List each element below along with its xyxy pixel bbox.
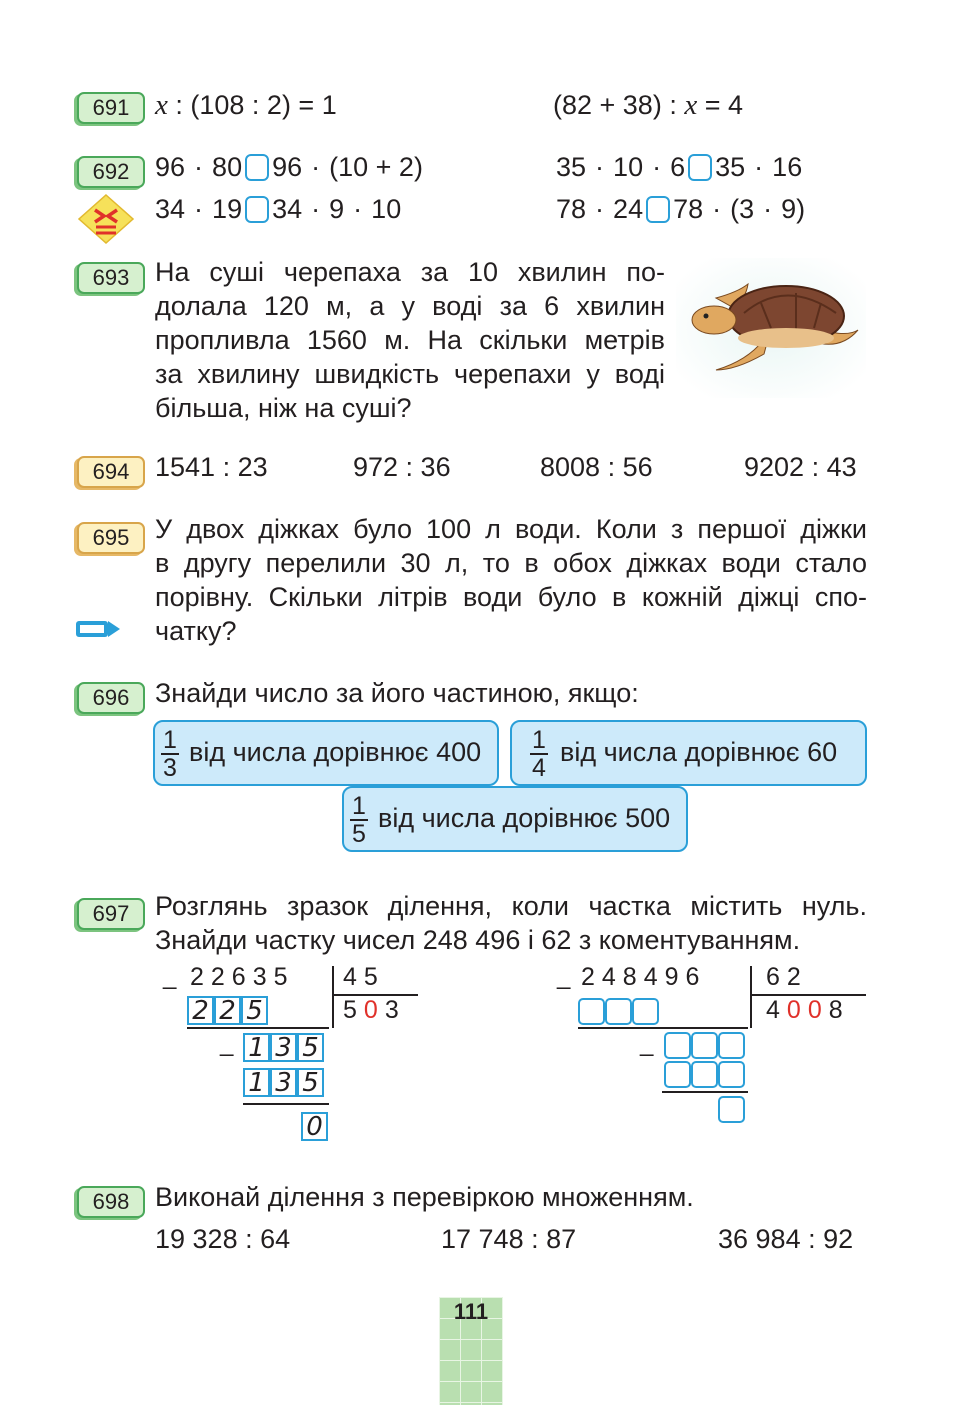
answer-box[interactable] [605, 998, 632, 1025]
division-694-1: 1541 : 23 [155, 452, 268, 482]
subtrahend-2-left: 1 3 5 [243, 1068, 324, 1097]
exercise-number-691: 691 [77, 92, 145, 124]
answer-box[interactable] [664, 1032, 691, 1059]
problem-text-693: На суші черепаха за 10 хвилин по- долала 120 м, а у воді за 6 хвилин пропливла 1560 м. На скільки метрів за хвилину швидкість черепахи у воді більша, ніж на суші? [155, 257, 665, 423]
page-number: 111 [453, 1299, 489, 1324]
quotient-right: 4008 [766, 996, 850, 1024]
page-number-tab [439, 1297, 503, 1405]
answer-box[interactable] [578, 998, 605, 1025]
division-698-2: 17 748 : 87 [441, 1224, 577, 1254]
fraction-1-5: 1 5 [350, 793, 368, 847]
exercise-number-695: 695 [77, 522, 145, 554]
division-694-3: 8008 : 56 [540, 452, 653, 482]
division-694-2: 972 : 36 [353, 452, 451, 482]
task-698-intro: Виконай ділення з перевіркою множенням. [155, 1182, 694, 1212]
remainder-1-left: 1 3 5 [243, 1033, 324, 1062]
exercise-number-697: 697 [77, 898, 145, 930]
answer-box[interactable] [718, 1061, 745, 1088]
comparison-692-3: 34 · 19 34 · 9 · 10 [155, 194, 402, 224]
remainder-final-left: 0 [301, 1112, 328, 1141]
exercise-number-696: 696 [77, 682, 145, 714]
division-694-4: 9202 : 43 [744, 452, 857, 482]
fraction-1-4: 1 4 [530, 727, 548, 781]
compare-signs-icon [78, 194, 134, 244]
task-696-intro: Знайди число за його частиною, якщо: [155, 678, 639, 708]
exercise-number-693: 693 [77, 262, 145, 294]
compare-box[interactable] [245, 196, 269, 223]
compare-box[interactable] [646, 196, 670, 223]
answer-box[interactable] [718, 1096, 745, 1123]
fraction-card-3: 1 5 від числа дорівнює 500 [342, 786, 688, 852]
equation-691-b: (82 + 38) : x = 4 [553, 89, 743, 121]
task-697-text: Розглянь зразок ділення, коли частка містить нуль. Знайди частку чисел 248 496 і 62 з коментуванням. [155, 891, 867, 955]
problem-text-695: У двох діжках було 100 л води. Коли з першої діжки в другу перелили 30 л, то в обох діжках води стало порівну. Скільки літрів води було в кожній діжці спо- чатку? [155, 514, 867, 646]
answer-box[interactable] [632, 998, 659, 1025]
exercise-number-698: 698 [77, 1186, 145, 1218]
turtle-illustration [676, 258, 866, 398]
dividend-left: 22635 [190, 963, 295, 991]
answer-box[interactable] [718, 1032, 745, 1059]
answer-box[interactable] [691, 1032, 718, 1059]
divisor-right: 62 [766, 963, 808, 991]
subtrahend-1-left: 2 2 5 [187, 996, 268, 1025]
answer-box[interactable] [664, 1061, 691, 1088]
dividend-right: 248496 [581, 963, 707, 991]
answer-box[interactable] [691, 1061, 718, 1088]
comparison-692-2: 35 · 10 · 6 35 · 16 [556, 152, 803, 182]
pencil-icon [74, 618, 122, 640]
equation-691-a: x : (108 : 2) = 1 [155, 89, 337, 121]
fraction-1-3: 1 3 [161, 727, 179, 781]
exercise-number-694: 694 [77, 456, 145, 488]
fraction-card-2: 1 4 від числа дорівнює 60 [510, 720, 867, 786]
compare-box[interactable] [688, 154, 712, 181]
comparison-692-1: 96 · 80 96 · (10 + 2) [155, 152, 423, 182]
exercise-number-692: 692 [77, 156, 145, 188]
compare-box[interactable] [245, 154, 269, 181]
divisor-left: 45 [343, 963, 385, 991]
quotient-left: 503 [343, 996, 406, 1024]
comparison-692-4: 78 · 24 78 · (3 · 9) [556, 194, 806, 224]
division-698-3: 36 984 : 92 [718, 1224, 854, 1254]
fraction-card-1: 1 3 від числа дорівнює 400 [153, 720, 499, 786]
division-698-1: 19 328 : 64 [155, 1224, 291, 1254]
